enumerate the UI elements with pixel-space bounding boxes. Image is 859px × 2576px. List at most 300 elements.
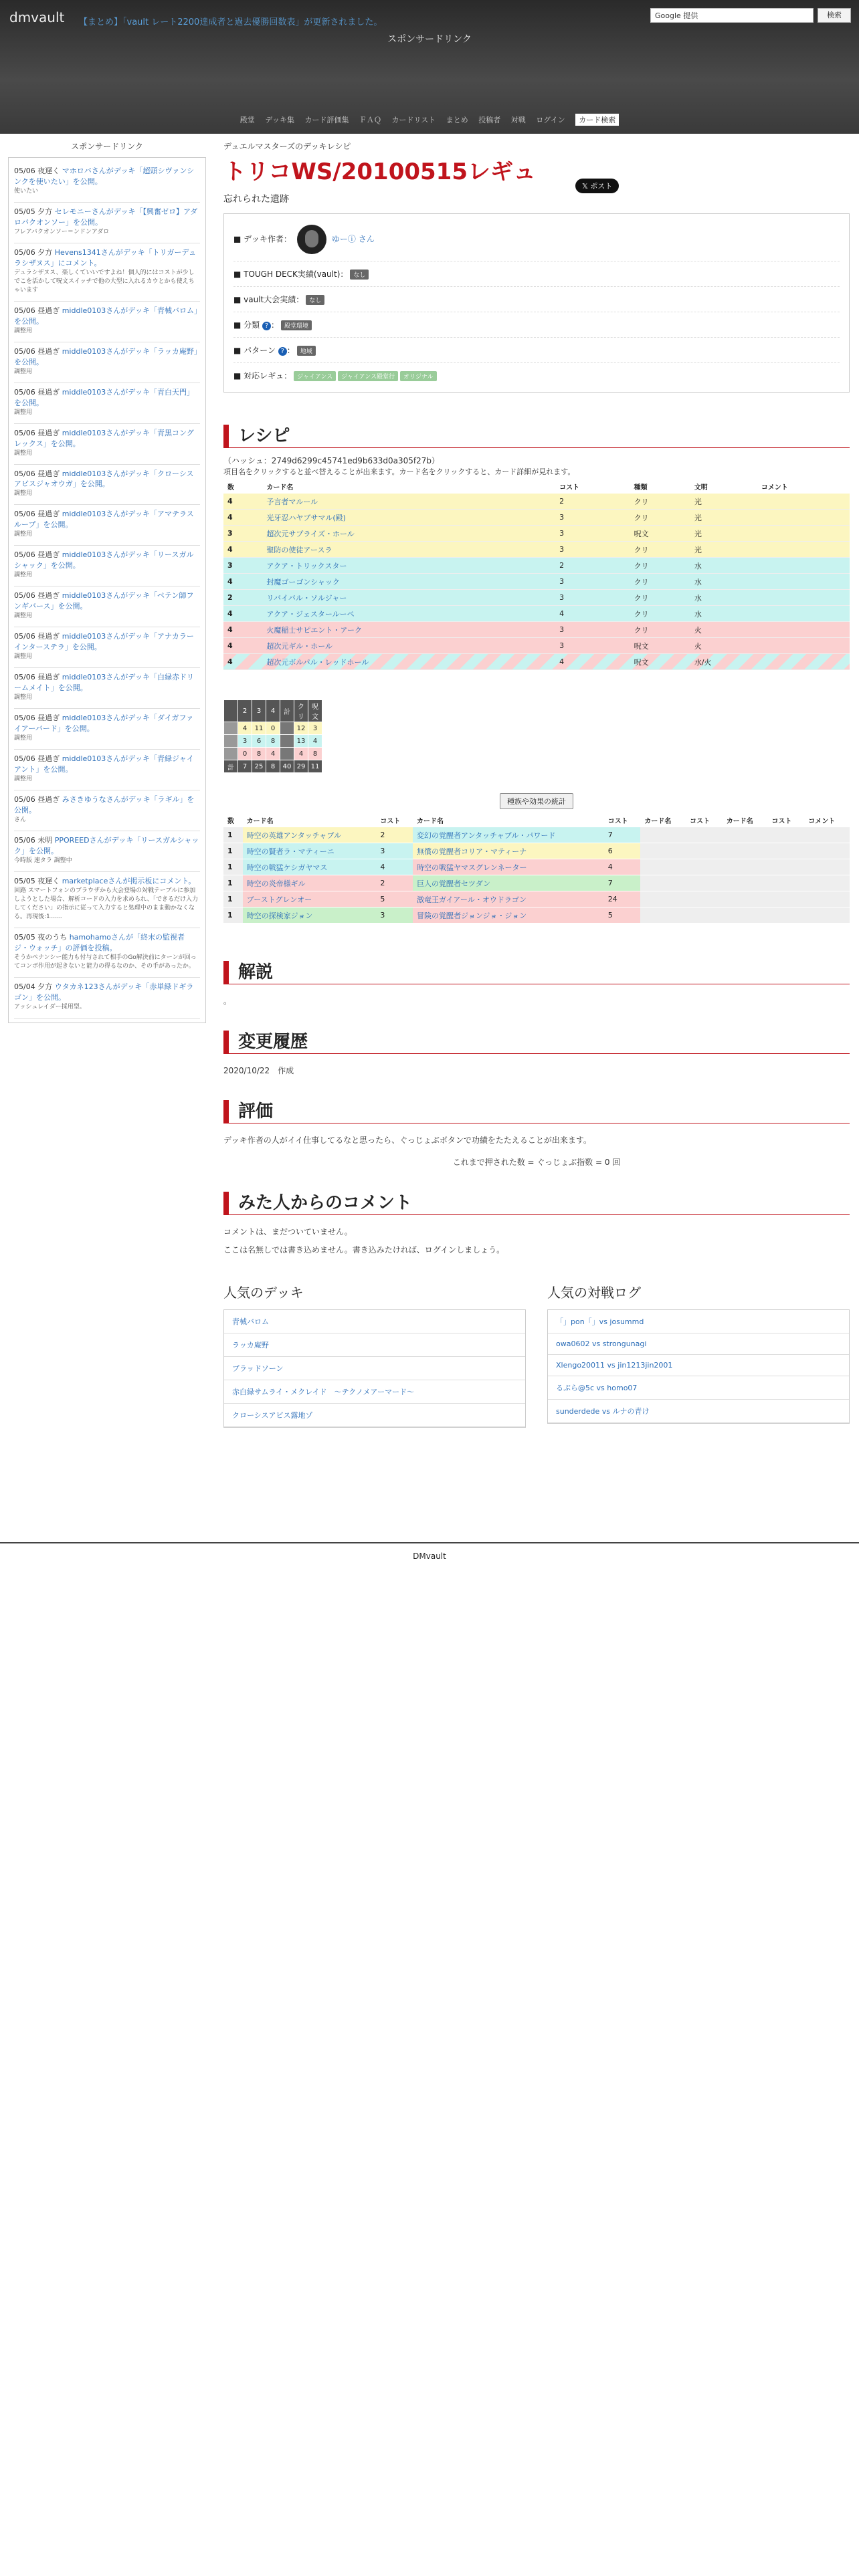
- card-name[interactable]: 光牙忍ハヤブサマル(殿): [262, 510, 555, 526]
- card-name[interactable]: 聖防の使徒アースラ: [262, 542, 555, 558]
- empty-cell: [640, 843, 686, 859]
- nav-item[interactable]: 殿堂: [240, 116, 255, 124]
- column-header[interactable]: コスト: [559, 484, 580, 492]
- stats-cell: 0: [238, 748, 252, 760]
- nav-item[interactable]: ログイン: [536, 116, 565, 124]
- card-count: 1: [223, 827, 243, 843]
- list-item[interactable]: ブラッドソーン: [224, 1357, 525, 1380]
- popular-logs: [547, 1282, 850, 1428]
- feed-sub: そうかペナンシー能力も付与されて相手のGo解決前にターンが回ってコンボ作用が起きないと能力の得るなのか、その手があったか。: [14, 954, 197, 970]
- comments-heading: みた人からのコメント: [223, 1192, 850, 1215]
- stats-row: [224, 700, 322, 722]
- feed-sub: 調整用: [14, 490, 33, 498]
- card-civ: 光: [690, 510, 757, 526]
- feed-item: [14, 627, 200, 668]
- feed-sub: 調整用: [14, 449, 33, 457]
- stats-cell: 8: [308, 748, 322, 760]
- column-header[interactable]: カード名: [417, 818, 444, 825]
- feed-text[interactable]: middle0103さんがデッキ「ダイガファイアーバード」を公開。: [14, 714, 194, 734]
- table-row: [223, 622, 850, 638]
- feed-item: [14, 928, 200, 978]
- feed-date: 05/05 夜のうち: [14, 932, 68, 942]
- card-name[interactable]: 超次元サプライズ・ホール: [262, 526, 555, 542]
- main-nav: [0, 114, 859, 126]
- feed-date: 05/06 夜遅く: [14, 167, 60, 175]
- card-type: 呪文: [630, 638, 690, 654]
- vault-label: ■ vault大会実績：: [233, 295, 304, 304]
- column-header[interactable]: コスト: [690, 818, 710, 825]
- column-header[interactable]: カード名: [644, 818, 672, 825]
- card-name[interactable]: 巨人の覚醒者セツダン: [413, 875, 604, 891]
- feed-sub: 調整用: [14, 327, 33, 334]
- sponsor-label: スポンサードリンク: [387, 34, 472, 45]
- feed-date: 05/06 昼過ぎ: [14, 387, 60, 397]
- search-button[interactable]: 検索: [818, 8, 851, 23]
- stats-cell: 8: [266, 735, 280, 748]
- column-header[interactable]: カード名: [246, 818, 274, 825]
- feed-text[interactable]: みさきゆうなさんがデッキ「ラギル」を公開。: [14, 794, 195, 815]
- card-count: 1: [223, 907, 243, 924]
- card-comment: [757, 558, 850, 574]
- feed-text[interactable]: middle0103さんがデッキ「ラッカ庵野」を公開。: [14, 346, 198, 366]
- comments-login-hint: ここは名無しでは書き込めません。書き込みたければ、ログインしましょう。: [223, 1245, 505, 1255]
- feed-date: 05/06 昼過ぎ: [14, 306, 60, 315]
- feed-text[interactable]: middle0103さんがデッキ「アマテラスループ」を公開。: [14, 510, 194, 530]
- empty-cell: [686, 907, 723, 924]
- civilization-stats-table: [223, 700, 322, 773]
- stats-cell: 8: [252, 748, 266, 760]
- card-name[interactable]: 時空の戦猛ヤマスグレンネーター: [413, 859, 604, 875]
- recipe-heading: レシピ: [223, 425, 850, 448]
- author-name[interactable]: ゆーⓘ さん: [331, 234, 375, 244]
- help-icon[interactable]: ?: [262, 322, 271, 330]
- card-name[interactable]: リバイバル・ソルジャー: [262, 590, 555, 606]
- stats-cell: 4: [238, 722, 252, 735]
- column-header[interactable]: コメント: [761, 484, 788, 492]
- feed-date: 05/06 昼過ぎ: [14, 754, 60, 763]
- card-name[interactable]: 冒険の覚醒者ジョンジョ・ジョン: [413, 907, 604, 924]
- card-type: 呪文: [630, 526, 690, 542]
- empty-cell: [804, 827, 850, 843]
- card-count: 1: [223, 875, 243, 891]
- card-cost: 24: [604, 891, 641, 907]
- empty-cell: [768, 907, 805, 924]
- author-row: [233, 218, 840, 261]
- table-row: [223, 827, 850, 843]
- sidebar-title: スポンサードリンク: [71, 142, 143, 151]
- card-name[interactable]: アクア・ジェスタールーペ: [262, 606, 555, 622]
- stats-cell: 11: [252, 722, 266, 735]
- stats-cell: 7: [238, 760, 252, 773]
- feed-date: 05/06 昼過ぎ: [14, 794, 60, 804]
- empty-cell: [804, 875, 850, 891]
- empty-cell: [686, 859, 723, 875]
- feed-date: 05/06 昼過ぎ: [14, 550, 60, 560]
- popular-section: [223, 1282, 850, 1428]
- stats-cell: 6: [252, 735, 266, 748]
- card-civ: 水/火: [690, 654, 757, 670]
- card-cost: 4: [555, 654, 630, 670]
- feed-item: [14, 424, 200, 465]
- card-comment: [757, 574, 850, 590]
- column-header[interactable]: コスト: [771, 818, 792, 825]
- card-comment: [757, 510, 850, 526]
- stats-cell: 3: [238, 735, 252, 748]
- table-row: [223, 494, 850, 510]
- feed-date: 05/06 昼過ぎ: [14, 714, 60, 723]
- feed-item: [14, 750, 200, 790]
- table-row: [223, 891, 850, 907]
- empty-cell: [686, 827, 723, 843]
- card-type: クリ: [630, 606, 690, 622]
- empty-cell: [804, 859, 850, 875]
- stats-cell: 8: [266, 760, 280, 773]
- stats-cell: 0: [266, 722, 280, 735]
- list-item[interactable]: owa0602 vs strongunagi: [548, 1333, 849, 1355]
- feed-text[interactable]: middle0103さんがデッキ「アナカラーインターステラ」を公開。: [14, 632, 194, 652]
- avatar[interactable]: [297, 225, 326, 254]
- list-item[interactable]: クローシスアビス露地ゾ: [224, 1404, 525, 1427]
- card-count: 4: [223, 638, 262, 654]
- column-header[interactable]: 数: [227, 818, 234, 825]
- feed-sub: 調整用: [14, 694, 33, 702]
- card-type: クリ: [630, 510, 690, 526]
- feed-text[interactable]: Hevens1341さんがデッキ「トリガーデュラシザヌス」にコメント。: [14, 247, 197, 267]
- card-count: 4: [223, 654, 262, 670]
- card-cost: 3: [555, 526, 630, 542]
- card-cost: 4: [555, 606, 630, 622]
- footer: DMvault: [0, 1542, 859, 1561]
- card-cost: 3: [555, 622, 630, 638]
- feed-date: 05/05 夕方: [14, 207, 53, 216]
- card-type: 呪文: [630, 654, 690, 670]
- stats-cell: [280, 722, 294, 735]
- card-comment: [757, 622, 850, 638]
- hyperspatial-table: [223, 813, 850, 924]
- card-type: クリ: [630, 494, 690, 510]
- feed-text[interactable]: middle0103さんがデッキ「青白天門」を公開。: [14, 387, 195, 407]
- activity-feed: [8, 157, 206, 1023]
- list-item[interactable]: るぷら@5c vs homo07: [548, 1376, 849, 1400]
- stats-cell: 3: [252, 700, 266, 722]
- empty-cell: [686, 891, 723, 907]
- nav-item[interactable]: カード評価集: [304, 116, 349, 124]
- card-comment: [757, 542, 850, 558]
- feed-sub: デュラシザヌス、楽しくていいですよね！個人的にはコストが少しでこを活かして呪文スイッチで他の大型に入れるカウとかも使えちゃいます: [14, 269, 195, 294]
- column-header[interactable]: 種類: [634, 484, 648, 492]
- card-name[interactable]: ブーストグレンオー: [243, 891, 377, 907]
- card-cost: 3: [555, 590, 630, 606]
- feed-text[interactable]: middle0103さんがデッキ「ペテン師フンギバース」を公開。: [14, 591, 194, 611]
- nav-item[interactable]: 投稿者: [478, 116, 501, 124]
- card-name[interactable]: 時空の探検家ジョン: [243, 907, 377, 924]
- feed-item: [14, 162, 200, 203]
- card-name[interactable]: 激竜王ガイアール・オウドラゴン: [413, 891, 604, 907]
- feed-date: 05/06 昼過ぎ: [14, 428, 60, 437]
- card-name[interactable]: 超次元ボルパル・レッドホール: [262, 654, 555, 670]
- pattern-value: 地域: [297, 346, 316, 356]
- stats-cell: 13: [294, 735, 308, 748]
- card-name[interactable]: 時空の炎帝様ギル: [243, 875, 377, 891]
- category-label: ■ 分類: [233, 320, 260, 330]
- empty-cell: [723, 891, 768, 907]
- popular-logs-title: 人気の対戦ログ: [547, 1285, 641, 1301]
- card-cost: 3: [555, 574, 630, 590]
- kaisetsu-heading: 解説: [223, 961, 850, 984]
- regulation-tag: ジャイアンス殿堂行: [338, 371, 398, 381]
- regulation-label: ■ 対応レギュ：: [233, 371, 292, 381]
- column-header[interactable]: コメント: [808, 818, 836, 825]
- card-count: 4: [223, 510, 262, 526]
- card-count: 4: [223, 542, 262, 558]
- card-comment: [757, 638, 850, 654]
- column-header[interactable]: コスト: [607, 818, 628, 825]
- category-row: ■ 分類 ? ： 殿堂環境: [233, 312, 840, 338]
- feed-date: 05/06 昼過ぎ: [14, 510, 60, 519]
- table-row: [223, 542, 850, 558]
- list-item[interactable]: sunderdede vs ルナの青け: [548, 1400, 849, 1423]
- card-name[interactable]: 封魔ゴーゴンシャック: [262, 574, 555, 590]
- card-name[interactable]: アクア・トリックスター: [262, 558, 555, 574]
- author-label: ■ デッキ作者：: [233, 234, 292, 244]
- help-icon[interactable]: ?: [278, 347, 287, 356]
- column-header[interactable]: カード名: [726, 818, 753, 825]
- stats-cell: クリ: [294, 700, 308, 722]
- card-cost: 2: [555, 558, 630, 574]
- card-name[interactable]: 火魔稲士サピエント・アーク: [262, 622, 555, 638]
- feed-sub: 今時版 速タラ 調整中: [14, 857, 72, 864]
- regulation-tag: ジャイアンス: [294, 371, 336, 381]
- card-civ: 水: [690, 558, 757, 574]
- feed-text[interactable]: middle0103さんがデッキ「青緑ジャイアント」を公開。: [14, 754, 194, 774]
- stats-cell: 呪文: [308, 700, 322, 722]
- card-cost: 2: [376, 827, 413, 843]
- x-post-button[interactable]: 𝕏 ポスト: [575, 179, 619, 193]
- stats-cell: [224, 735, 238, 748]
- feed-sub: 調整用: [14, 653, 33, 661]
- feed-item: [14, 203, 200, 243]
- tough-row: [233, 261, 840, 287]
- list-item[interactable]: 青械バロム: [224, 1310, 525, 1333]
- empty-cell: [804, 843, 850, 859]
- card-count: 1: [223, 891, 243, 907]
- nav-item-card-search[interactable]: カード検索: [575, 114, 619, 126]
- nav-item[interactable]: 対戦: [510, 116, 526, 124]
- kaisetsu-body: 。: [223, 996, 232, 1006]
- feed-text[interactable]: middle0103さんがデッキ「青械バロム」を公開。: [14, 306, 198, 326]
- empty-cell: [686, 843, 723, 859]
- feed-text[interactable]: middle0103さんがデッキ「クローシスアビスジャオウガ」を公開。: [14, 469, 194, 489]
- card-count: 4: [223, 494, 262, 510]
- feed-sub: 調整用: [14, 409, 33, 416]
- table-row: [223, 638, 850, 654]
- card-cost: 3: [376, 907, 413, 924]
- card-count: 4: [223, 574, 262, 590]
- feed-text[interactable]: マホロバさんがデッキ「超頭シヴァンシンクを使いたい」を公開。: [14, 167, 195, 186]
- stats-row: [224, 748, 322, 760]
- feed-item: [14, 302, 200, 342]
- stats-cell: [224, 700, 238, 722]
- card-cost: 7: [604, 875, 641, 891]
- card-cost: 4: [376, 859, 413, 875]
- empty-cell: [768, 891, 805, 907]
- pattern-label: ■ パターン: [233, 346, 276, 355]
- card-name[interactable]: 予言者マルール: [262, 494, 555, 510]
- card-name[interactable]: 超次元ギル・ホール: [262, 638, 555, 654]
- feed-item: [14, 383, 200, 424]
- feed-text[interactable]: middle0103さんがデッキ「白緑赤ドリームメイト」を公開。: [14, 673, 195, 693]
- column-header[interactable]: 文明: [694, 484, 708, 492]
- empty-cell: [640, 907, 686, 924]
- empty-cell: [804, 891, 850, 907]
- feed-date: 05/06 昼過ぎ: [14, 673, 60, 682]
- feed-text[interactable]: middle0103さんがデッキ「青黒コングレックス」を公開。: [14, 428, 194, 448]
- card-name[interactable]: 時空の英雄アンタッチャブル: [243, 827, 377, 843]
- feed-text[interactable]: セレモニーさんがデッキ「【興奮ゼロ】アダロバクオンソー」を公開。: [14, 207, 198, 227]
- feed-text[interactable]: ウタカネ123さんがデッキ「赤単緑ドギラゴン」を公開。: [14, 982, 194, 1002]
- card-type: クリ: [630, 590, 690, 606]
- empty-cell: [768, 859, 805, 875]
- card-cost: 7: [604, 827, 641, 843]
- column-header[interactable]: 数: [227, 484, 234, 492]
- card-count: 3: [223, 526, 262, 542]
- stats-cell: 2: [238, 700, 252, 722]
- card-civ: 光: [690, 494, 757, 510]
- rating-count[interactable]: これまで押された数 = ぐっじょぶ指数 = 0 回: [452, 1158, 621, 1167]
- history-body: 2020/10/22 作成: [223, 1066, 294, 1075]
- table-row: [223, 558, 850, 574]
- card-cost: 3: [555, 510, 630, 526]
- nav-item[interactable]: デッキ集: [265, 116, 295, 124]
- feed-date: 05/06 昼過ぎ: [14, 591, 60, 601]
- stats-cell: 4: [308, 735, 322, 748]
- feed-date: 05/05 夜遅く: [14, 876, 60, 885]
- stats-cell: 4: [266, 700, 280, 722]
- stats-cell: 4: [266, 748, 280, 760]
- feed-item: [14, 243, 200, 302]
- card-cost: 3: [376, 843, 413, 859]
- card-civ: 火: [690, 638, 757, 654]
- card-cost: 2: [376, 875, 413, 891]
- nav-item[interactable]: カードリスト: [391, 116, 436, 124]
- card-type: クリ: [630, 574, 690, 590]
- feed-sub: 使いたい: [14, 187, 39, 195]
- card-cost: 3: [555, 542, 630, 558]
- feed-item: [14, 668, 200, 709]
- tough-label: ■ TOUGH DECK実績(vault)：: [233, 270, 349, 279]
- card-type: クリ: [630, 542, 690, 558]
- site-header: [0, 0, 859, 134]
- table-row: [223, 574, 850, 590]
- list-item[interactable]: Xlengo20011 vs jin1213jin2001: [548, 1355, 849, 1376]
- empty-cell: [723, 875, 768, 891]
- card-civ: 火: [690, 622, 757, 638]
- page-title: トリコWS/20100515レギュ: [223, 158, 536, 185]
- card-name[interactable]: 無償の覚醒者コリア・マティーナ: [413, 843, 604, 859]
- card-name[interactable]: 時空の戦猛ケシガヤマス: [243, 859, 377, 875]
- feed-sub: 調整用: [14, 775, 33, 782]
- stats-row: [224, 735, 322, 748]
- table-row: [223, 875, 850, 891]
- effect-stats-button[interactable]: 種族や効果の統計: [500, 793, 573, 809]
- feed-sub: 調整用: [14, 613, 33, 620]
- stats-row: [224, 722, 322, 735]
- stats-cell: 29: [294, 760, 308, 773]
- card-comment: [757, 606, 850, 622]
- breadcrumb: デュエルマスターズのデッキレシピ: [223, 142, 351, 151]
- search-input[interactable]: Google 提供: [650, 8, 814, 23]
- deck-subtitle: 忘れられた遺跡: [223, 194, 289, 205]
- card-civ: 水: [690, 590, 757, 606]
- list-item[interactable]: 赤白緑サムライ・メクレイド ～テクノメアーマード～: [224, 1380, 525, 1404]
- stats-cell: [280, 735, 294, 748]
- feed-sub: 調整用: [14, 531, 33, 538]
- comments-empty: コメントは、まだついていません。: [223, 1227, 353, 1237]
- table-row: [223, 843, 850, 859]
- pattern-row: ■ パターン ? ： 地域: [233, 338, 840, 363]
- feed-item: [14, 586, 200, 627]
- deck-info-box: [223, 213, 850, 393]
- table-row: [223, 907, 850, 924]
- empty-cell: [640, 827, 686, 843]
- nav-item[interactable]: まとめ: [446, 116, 468, 124]
- feed-item: [14, 709, 200, 750]
- column-header[interactable]: コスト: [380, 818, 401, 825]
- card-name[interactable]: 変幻の覚醒者アンタッチャブル・パワード: [413, 827, 604, 843]
- empty-cell: [640, 859, 686, 875]
- list-item[interactable]: ラッカ庵野: [224, 1333, 525, 1357]
- empty-cell: [686, 875, 723, 891]
- feed-item: [14, 978, 200, 1018]
- feed-date: 05/06 昼過ぎ: [14, 346, 60, 356]
- sort-hint: 項目名をクリックすると並べ替えることが出来ます。カード名をクリックすると、カード詳細が見れます。: [223, 467, 575, 476]
- feed-text[interactable]: middle0103さんがデッキ「リースガルシャック」を公開。: [14, 550, 194, 570]
- feed-text[interactable]: hamohamoさんが「終末の監視者 ジ・ウォッチ」の評価を投稿。: [14, 932, 193, 952]
- empty-cell: [768, 827, 805, 843]
- empty-cell: [640, 875, 686, 891]
- feed-text[interactable]: marketplaceさんが掲示板にコメント。: [62, 876, 196, 885]
- card-name[interactable]: 時空の賢者ラ・マティーニ: [243, 843, 377, 859]
- feed-text[interactable]: PPOREEDさんがデッキ「リースガルシャック」を公開。: [14, 835, 199, 855]
- card-cost: 2: [555, 494, 630, 510]
- feed-date: 05/06 未明: [14, 835, 53, 845]
- main-content: [223, 140, 850, 1428]
- card-count: 4: [223, 622, 262, 638]
- column-header[interactable]: カード名: [266, 484, 294, 492]
- feed-sub: 調整用: [14, 572, 33, 579]
- list-item[interactable]: 「」pon「」vs josummd: [548, 1310, 849, 1333]
- table-row: [223, 859, 850, 875]
- category-value: 殿堂環境: [281, 320, 312, 330]
- site-logo[interactable]: dmvault: [9, 9, 65, 25]
- nav-item[interactable]: ＦＡＱ: [359, 116, 382, 124]
- feed-item: [14, 872, 200, 928]
- feed-sub: 回路 スマートフォンのブラウザから大会登場の対戦テーブルに参加しようとした場合、解析コードの入力を求められ、「できるだけ入力してください」の指示に従って入力すると処理中のまま動かなくなる。再現後:1……: [14, 887, 199, 920]
- empty-cell: [804, 907, 850, 924]
- feed-item: [14, 505, 200, 546]
- empty-cell: [640, 891, 686, 907]
- stats-cell: [224, 722, 238, 735]
- feed-sub: フレアバクオンソー＝ンドンアダロ: [14, 228, 110, 235]
- news-ticker[interactable]: 【まとめ】「vault レート2200達成者と過去優勝回数表」が更新されました。: [79, 17, 383, 27]
- feed-sub: アッシュレイダー採用型。: [14, 1003, 86, 1010]
- vault-row: [233, 287, 840, 312]
- feed-item: [14, 465, 200, 506]
- card-comment: [757, 526, 850, 542]
- card-count: 1: [223, 859, 243, 875]
- card-count: 2: [223, 590, 262, 606]
- empty-cell: [768, 843, 805, 859]
